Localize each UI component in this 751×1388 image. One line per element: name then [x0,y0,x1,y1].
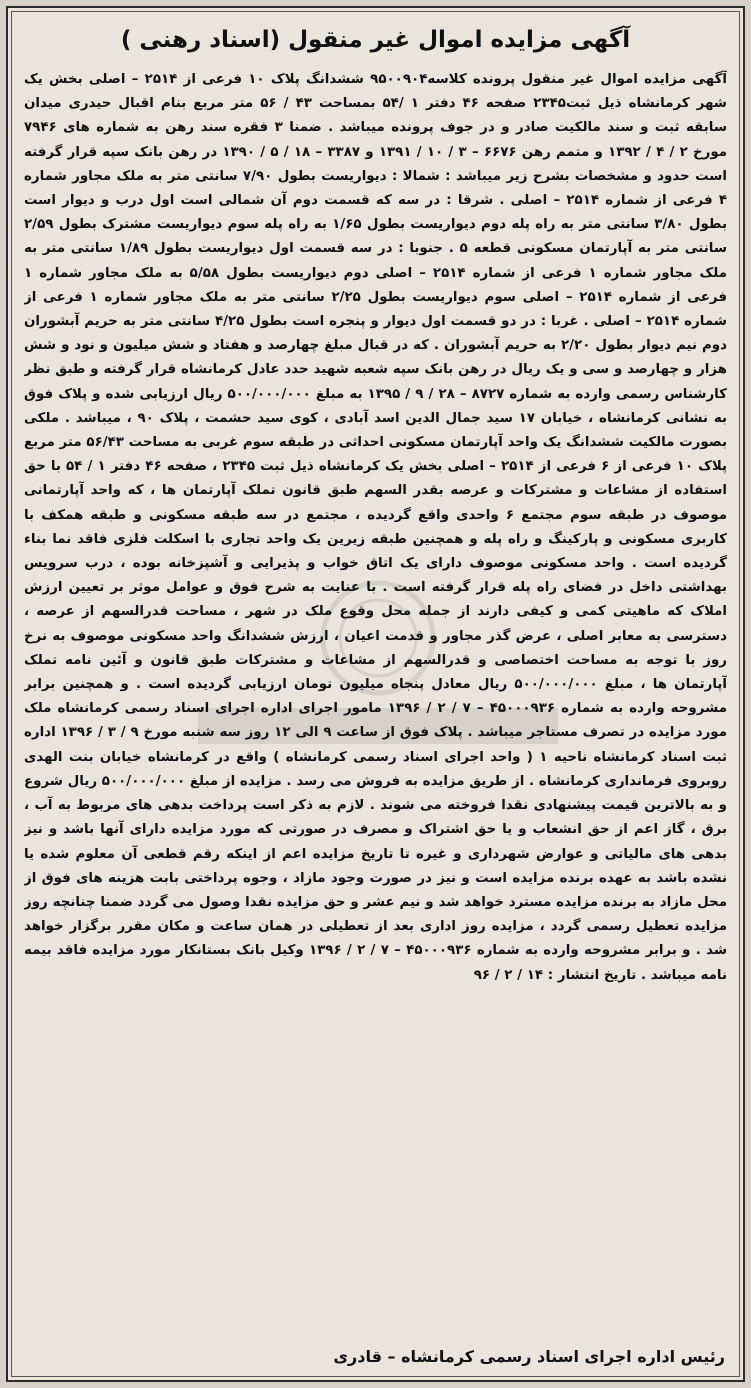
notice-body: آگهی مزایده اموال غیر منقول پرونده کلاسه۹۵۰۰۹۰۴ ششدانگ پلاک ۱۰ فرعی از ۲۵۱۴ – اصلی بخش یک شهر کرمانشاه ذیل ثبت۲۳۴۵ صفحه ۴۶ دفتر ۱ /۵۴ بمساحت ۴۳ / ۵۶ متر مربع بنام اقبال حیدری میدان سابقه ثبت و سند مالکیت صادر و در جوف پرونده میباشد . ضمنا ۳ فقره سند رهن به شماره های ۷۹۴۶ مورخ ۲ / ۴ / ۱۳۹۲ و متمم رهن ۶۶۷۶ – ۳ / ۱۰ / ۱۳۹۱ و ۳۳۸۷ – ۱۸ / ۵ / ۱۳۹۰ در رهن بانک سپه قرار گرفته است حدود و مشخصات بشرح زیر میباشد : شمالا : دیواریست بطول ۷/۹۰ سانتی متر به ملک مجاور شماره ۴ فرعی از شماره ۲۵۱۴ – اصلی . شرقا : در سه که قسمت دوم آن شمالی است اول درب و دیوار است بطول ۳/۸۰ سانتی متر به راه پله دوم دیواریست بطول ۱/۶۵ به راه پله سوم دیواریست مشترک بطول ۲/۵۹ سانتی متر به آپارتمان مسکونی قطعه ۵ . جنوبا : در سه قسمت اول دیواریست بطول ۱/۸۹ سانتی متر به ملک مجاور شماره ۱ فرعی از شماره ۲۵۱۴ – اصلی دوم دیواریست بطول ۵/۵۸ به ملک مجاور شماره ۱ فرعی از شماره ۲۵۱۴ – اصلی سوم دیواریست بطول ۲/۲۵ سانتی متر به ملک مجاور شماره ۱ فرعی از شماره ۲۵۱۴ – اصلی . غربا : در دو قسمت اول دیوار و پنجره است بطول ۴/۲۵ سانتی متر به حریم آبشوران دوم نیم دیوار بطول ۲/۲۰ به حریم آبشوران . که در قبال مبلغ چهارصد و هفتاد و شش میلیون و نود و شش هزار و چهارصد و سی و یک ریال در رهن بانک سپه شعبه شهید حدد عادل کرمانشاه قرار گرفته و طبق نظر کارشناس رسمی وارده به شماره ۸۷۲۷ – ۲۸ / ۹ / ۱۳۹۵ به مبلغ ۵۰۰/۰۰۰/۰۰۰ ریال ارزیابی شده و پلاک فوق به نشانی کرمانشاه ، خیابان ۱۷ سید جمال الدین اسد آبادی ، کوی سید حشمت ، پلاک ۹۰ ، میباشد . ملکی بصورت مالکیت ششدانگ یک واحد آپارتمان مسکونی احداثی در طبقه سوم غربی به مساحت ۵۶/۴۳ متر مربع پلاک ۱۰ فرعی از ۶ فرعی از ۲۵۱۴ – اصلی بخش یک کرمانشاه ذیل ثبت ۲۳۴۵ ، صفحه ۴۶ دفتر ۱ / ۵۴ با حق استفاده از مشاعات و مشترکات و عرصه بقدر السهم طبق قانون تملک آپارتمان ها ، که واحد آپارتمانی موصوف در طبقه سوم مجتمع ۶ واحدی واقع گردیده ، مجتمع در سه طبقه مسکونی و طبقه همکف با کاربری مسکونی و پارکینگ و راه پله و همچنین طبقه زیرین یک واحد تجاری با اسکلت فلزی فاقد نما بناء گردیده است . واحد مسکونی موصوف دارای یک اتاق خواب و پذیرایی و آشپزخانه بوده ، درب سرویس بهداشتی داخل در فضای راه پله قرار گرفته است . با عنایت به شرح فوق و عوامل موثر بر تعیین ارزش املاک که ماهیتی کمی و کیفی دارند از جمله محل وقوع ملک در شهر ، مساحت قدرالسهم از عرصه ، دسترسی به معابر اصلی ، عرض گذر مجاور و قدمت اعیان ، ارزش ششدانگ واحد مسکونی موصوف به نرخ روز با توجه به مساحت اختصاصی و قدرالسهم از مشاعات و مشترکات طبق قانون و آئین نامه تملک آپارتمان ها ، مبلغ ۵۰۰/۰۰۰/۰۰۰ ریال معادل پنجاه میلیون تومان ارزیابی گردیده است . و همچنین برابر مشروحه وارده به شماره ۴۵۰۰۰۹۳۶ – ۷ / ۲ / ۱۳۹۶ مامور اجرای اداره اجرای اسناد رسمی کرمانشاه ملک مورد مزایده در تصرف مستاجر میباشد . پلاک فوق از ساعت ۹ الی ۱۲ روز سه شنبه مورخ ۹ / ۳ / ۱۳۹۶ اداره ثبت اسناد کرمانشاه ناحیه ۱ ( واحد اجرای اسناد رسمی کرمانشاه ) واقع در کرمانشاه خیابان بنت الهدی روبروی فرمانداری کرمانشاه . از طریق مزایده به فروش می رسد . مزایده از مبلغ ۵۰۰/۰۰۰/۰۰۰ ریال شروع و به بالاترین قیمت پیشنهادی نقدا فروخته می شوند . لازم به ذکر است پرداخت بدهی های مربوط به آب ، برق ، گاز اعم از حق انشعاب و یا حق اشتراک و مصرف در صورتی که مورد مزایده دارای آنها باشد و نیز بدهی های مالیاتی و عوارض شهرداری و غیره تا تاریخ مزایده اعم از اینکه رقم قطعی آن معلوم شده یا نشده باشد به عهده برنده مزایده است و نیز در صورت وجود مازاد ، وجوه پرداختی بابت هزینه های فوق از محل مازاد به برنده مزایده مسترد خواهد شد و نیم عشر و حق مزایده نقدا وصول می گردد ضمنا چنانچه روز مزایده تعطیل رسمی گردد ، مزایده روز اداری بعد از تعطیلی در همان ساعت و مکان مقرر برگزار خواهد شد . و برابر مشروحه وارده به شماره ۴۵۰۰۰۹۳۶ – ۷ / ۲ / ۱۳۹۶ وکیل بانک بستانکار مورد مزایده فاقد بیمه نامه میباشد . تاریخ انتشار : ۱۴ / ۲ / ۹۶ [24,72,727,983]
notice-signature: رئیس اداره اجرای اسناد رسمی کرمانشاه – قادری [333,1347,725,1366]
notice-title: آگهی مزایده اموال غیر منقول (اسناد رهنی ) [120,27,631,53]
notice-page [6,6,745,1382]
